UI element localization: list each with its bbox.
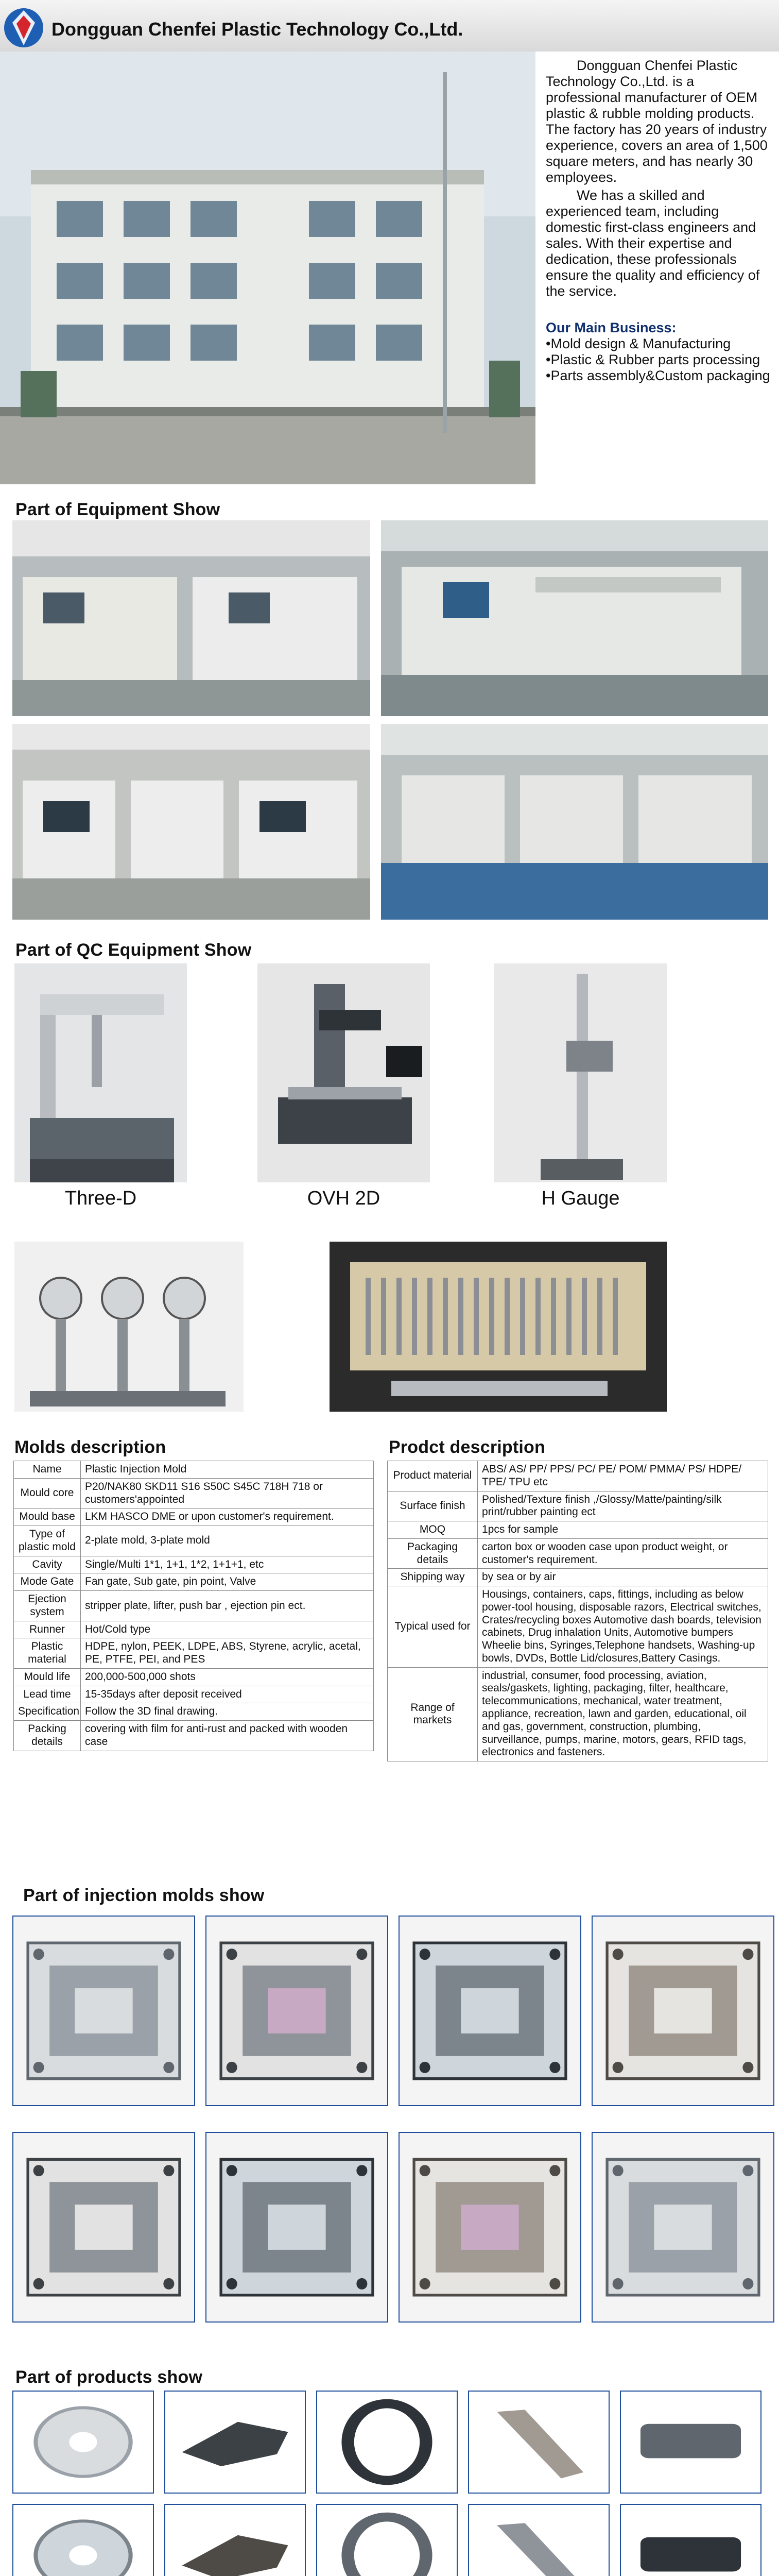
equipment-section-title: Part of Equipment Show (15, 500, 220, 519)
intro-paragraph-1: Dongguan Chenfei Plastic Technology Co.,Ltd. is a professional manufacturer of OEM plastic & rubble molding products. The factory has 20 years of industry experience, covers an area of 1,500 square meters, and has nearly 30 employees. (546, 58, 768, 185)
molds-spec-key: Lead time (14, 1686, 81, 1703)
qc-photo-pin-gauges (330, 1242, 667, 1412)
molds-spec-key: Cavity (14, 1556, 81, 1573)
injection-mold-image (205, 2132, 388, 2323)
molds-description-table (13, 1461, 374, 1751)
product-description-title: Prodct description (389, 1437, 545, 1457)
molds-spec-value: stripper plate, lifter, push bar , ejection pin ect. (81, 1591, 374, 1621)
product-spec-key: Product material (388, 1461, 478, 1492)
company-intro (546, 58, 772, 384)
business-title: Our Main Business: (546, 320, 677, 335)
molds-spec-row (14, 1556, 374, 1573)
molds-spec-value: 200,000-500,000 shots (81, 1668, 374, 1686)
intro-paragraph-2: We has a skilled and experienced team, including domestic first-class engineers and sales. With their expertise and dedication, these professionals ensure the quality and efficiency of the service. (546, 188, 760, 299)
molds-spec-row (14, 1591, 374, 1621)
product-image (164, 2504, 306, 2576)
product-spec-row (388, 1667, 768, 1761)
product-image (468, 2391, 610, 2494)
qc-photo-ovh-2d (257, 963, 430, 1182)
injection-mold-image (205, 1916, 388, 2106)
qc-photo-h-gauge (494, 963, 667, 1182)
product-spec-key: Typical used for (388, 1586, 478, 1668)
molds-spec-row (14, 1638, 374, 1669)
equipment-photo-4 (381, 724, 768, 920)
molds-spec-row (14, 1621, 374, 1638)
product-spec-row (388, 1569, 768, 1586)
molds-spec-key: Plastic material (14, 1638, 81, 1669)
product-image (12, 2504, 154, 2576)
injection-mold-image (12, 2132, 195, 2323)
molds-spec-value: P20/NAK80 SKD11 S16 S50C S45C 718H 718 or customers'appointed (81, 1478, 374, 1509)
product-spec-row (388, 1491, 768, 1521)
product-image (316, 2391, 458, 2494)
page-header (0, 0, 779, 52)
molds-spec-row (14, 1509, 374, 1526)
product-spec-value: Polished/Texture finish ,/Glossy/Matte/painting/silk print/rubber painting ect (478, 1491, 768, 1521)
qc-caption-ovh-2d: OVH 2D (307, 1188, 380, 1209)
molds-spec-row (14, 1526, 374, 1556)
qc-caption-three-d: Three-D (64, 1188, 137, 1209)
molds-spec-value: covering with film for anti-rust and packed with wooden case (81, 1721, 374, 1751)
product-spec-value: industrial, consumer, food processing, aviation, seals/gaskets, lighting, packaging, filter, healthcare, telecommunications, mechanical, water treatment, appliance, recreation, lawn and garden, educational, oil and gas, government, construction, plumbing, surveillance, pumps, marine, motors, gears, RFID tags, electronics and fasteners. (478, 1667, 768, 1761)
product-description-table (387, 1461, 768, 1761)
business-item-1: •Mold design & Manufacturing (546, 336, 731, 351)
qc-section-title: Part of QC Equipment Show (15, 940, 252, 960)
injection-mold-image (399, 1916, 581, 2106)
qc-caption-h-gauge: H Gauge (541, 1188, 620, 1209)
molds-spec-key: Ejection system (14, 1591, 81, 1621)
product-spec-value: carton box or wooden case upon product weight, or customer's requirement. (478, 1538, 768, 1569)
product-spec-key: Shipping way (388, 1569, 478, 1586)
product-spec-row (388, 1586, 768, 1668)
qc-photo-three-d (14, 963, 187, 1182)
molds-spec-value: 2-plate mold, 3-plate mold (81, 1526, 374, 1556)
molds-spec-value: Hot/Cold type (81, 1621, 374, 1638)
product-spec-key: Surface finish (388, 1491, 478, 1521)
product-spec-key: Range of markets (388, 1667, 478, 1761)
product-spec-value: by sea or by air (478, 1569, 768, 1586)
equipment-photo-3 (12, 724, 370, 920)
molds-spec-value: Follow the 3D final drawing. (81, 1703, 374, 1721)
product-spec-value: 1pcs for sample (478, 1521, 768, 1539)
molds-spec-value: Plastic Injection Mold (81, 1461, 374, 1479)
molds-spec-value: HDPE, nylon, PEEK, LDPE, ABS, Styrene, acrylic, acetal, PE, PTFE, PEI, and PES (81, 1638, 374, 1669)
product-spec-key: MOQ (388, 1521, 478, 1539)
molds-description-title: Molds description (14, 1437, 166, 1457)
equipment-photo-1 (12, 520, 370, 716)
molds-spec-key: Mould core (14, 1478, 81, 1509)
molds-spec-row (14, 1686, 374, 1703)
molds-spec-key: Specification (14, 1703, 81, 1721)
product-spec-row (388, 1461, 768, 1492)
equipment-photo-2 (381, 520, 768, 716)
product-image (316, 2504, 458, 2576)
molds-spec-row (14, 1703, 374, 1721)
qc-photo-gauges (14, 1242, 244, 1412)
product-image (12, 2391, 154, 2494)
injection-mold-image (12, 1916, 195, 2106)
product-spec-value: ABS/ AS/ PP/ PPS/ PC/ PE/ POM/ PMMA/ PS/ HDPE/ TPE/ TPU etc (478, 1461, 768, 1492)
molds-spec-value: Single/Multi 1*1, 1+1, 1*2, 1+1+1, etc (81, 1556, 374, 1573)
products-section-title-1: Part of products show (15, 2367, 203, 2387)
molds-spec-row (14, 1721, 374, 1751)
company-logo (3, 7, 44, 48)
molds-spec-row (14, 1461, 374, 1479)
molds-spec-row (14, 1668, 374, 1686)
molds-spec-key: Mode Gate (14, 1573, 81, 1591)
molds-spec-key: Name (14, 1461, 81, 1479)
injection-mold-image (592, 2132, 774, 2323)
molds-spec-key: Runner (14, 1621, 81, 1638)
molds-spec-key: Type of plastic mold (14, 1526, 81, 1556)
business-item-2: •Plastic & Rubber parts processing (546, 352, 760, 367)
product-spec-value: Housings, containers, caps, fittings, including as below power-tool housing, disposable razors, Electrical switches, Crates/recycling boxes Automotive dash boards, television cabinets, Drug inhalation Units, Automotive bumpers Wheelie bins, Syringes,Telephone handsets, Washing-up bowls, DVDs, Bottle Lid/closures,Battery Casings. (478, 1586, 768, 1668)
product-image (620, 2391, 761, 2494)
product-image (164, 2391, 306, 2494)
business-item-3: •Parts assembly&Custom packaging (546, 368, 770, 383)
product-spec-row (388, 1521, 768, 1539)
molds-spec-key: Mould life (14, 1668, 81, 1686)
molds-spec-row (14, 1478, 374, 1509)
factory-building-photo (0, 52, 535, 484)
product-spec-key: Packaging details (388, 1538, 478, 1569)
molds-spec-value: LKM HASCO DME or upon customer's requirement. (81, 1509, 374, 1526)
injection-molds-section-title: Part of injection molds show (23, 1886, 265, 1905)
product-image (468, 2504, 610, 2576)
product-spec-row (388, 1538, 768, 1569)
molds-spec-value: Fan gate, Sub gate, pin point, Valve (81, 1573, 374, 1591)
company-name: Dongguan Chenfei Plastic Technology Co.,Ltd. (51, 19, 463, 40)
molds-spec-row (14, 1573, 374, 1591)
injection-mold-image (399, 2132, 581, 2323)
molds-spec-key: Packing details (14, 1721, 81, 1751)
molds-spec-key: Mould base (14, 1509, 81, 1526)
product-image (620, 2504, 761, 2576)
molds-spec-value: 15-35days after deposit received (81, 1686, 374, 1703)
injection-mold-image (592, 1916, 774, 2106)
